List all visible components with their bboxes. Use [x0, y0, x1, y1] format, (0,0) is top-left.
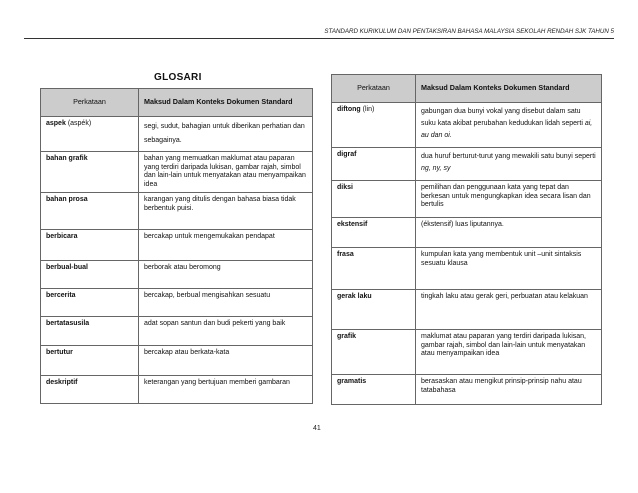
- table-row: [332, 290, 602, 330]
- term-cell: digraf: [332, 148, 416, 181]
- meaning-cell: segi, sudut, bahagian untuk diberikan perhatian dan sebagainya.: [139, 117, 313, 152]
- table-row: [41, 230, 313, 261]
- term-cell: grafik: [332, 330, 416, 375]
- table-row: [41, 152, 313, 193]
- meaning-cell: kumpulan kata yang membentuk unit –unit sintaksis sesuatu klausa: [416, 248, 602, 290]
- table-row: [41, 117, 313, 152]
- meaning-cell: keterangan yang bertujuan memberi gambaran: [139, 376, 313, 404]
- meaning-cell: bercakap, berbual mengisahkan sesuatu: [139, 289, 313, 317]
- term-cell: diksi: [332, 181, 416, 218]
- column-header-meaning: Maksud Dalam Konteks Dokumen Standard: [416, 75, 602, 103]
- term-cell: gramatis: [332, 375, 416, 405]
- table-row: [41, 346, 313, 376]
- table-row: [332, 103, 602, 148]
- table-row: [41, 317, 313, 346]
- running-header: STANDARD KURIKULUM DAN PENTAKSIRAN BAHASA MALAYSIA SEKOLAH RENDAH SJK TAHUN 5: [324, 28, 614, 35]
- table-row: [41, 289, 313, 317]
- column-header-meaning: Maksud Dalam Konteks Dokumen Standard: [139, 89, 313, 117]
- meaning-cell: dua huruf berturut-turut yang mewakili satu bunyi seperti ng, ny, sy: [416, 148, 602, 181]
- table-row: [332, 181, 602, 218]
- table-row: [332, 330, 602, 375]
- column-header-term: Perkataan: [332, 75, 416, 103]
- meaning-cell: maklumat atau paparan yang terdiri daripada lukisan, gambar rajah, simbol dan lain-lain untuk menyatakan atau menyampaikan idea: [416, 330, 602, 375]
- table-row: [41, 193, 313, 230]
- meaning-cell: berborak atau beromong: [139, 261, 313, 289]
- header-rule: [24, 38, 614, 39]
- term-cell: frasa: [332, 248, 416, 290]
- term-cell: bertutur: [41, 346, 139, 376]
- meaning-cell: berasaskan atau mengikut prinsip-prinsip nahu atau tatabahasa: [416, 375, 602, 405]
- page-number: 41: [313, 425, 321, 432]
- table-row: [332, 148, 602, 181]
- table-row: [332, 218, 602, 248]
- term-cell: berbicara: [41, 230, 139, 261]
- term-cell: bahan prosa: [41, 193, 139, 230]
- term-cell: berbual-bual: [41, 261, 139, 289]
- meaning-cell: karangan yang ditulis dengan bahasa biasa tidak berbentuk puisi.: [139, 193, 313, 230]
- term-cell: deskriptif: [41, 376, 139, 404]
- column-header-term: Perkataan: [41, 89, 139, 117]
- meaning-cell: pemilihan dan penggunaan kata yang tepat dan berkesan untuk mengungkapkan idea secara lisan dan bertulis: [416, 181, 602, 218]
- meaning-cell: bahan yang memuatkan maklumat atau paparan yang terdiri daripada lukisan, gambar rajah, simbol dan lain-lain untuk menyatakan atau menyampaikan idea: [139, 152, 313, 193]
- meaning-cell: bercakap atau berkata-kata: [139, 346, 313, 376]
- meaning-cell: gabungan dua bunyi vokal yang disebut dalam satu suku kata akibat perubahan kedudukan lidah seperti ai, au dan oi.: [416, 103, 602, 148]
- glossary-table-right: [331, 74, 602, 405]
- term-cell: diftong (lin): [332, 103, 416, 148]
- glossary-table-left: [40, 88, 313, 404]
- meaning-cell: bercakap untuk mengemukakan pendapat: [139, 230, 313, 261]
- term-cell: ekstensif: [332, 218, 416, 248]
- term-cell: bercerita: [41, 289, 139, 317]
- meaning-cell: adat sopan santun dan budi pekerti yang baik: [139, 317, 313, 346]
- table-row: [332, 248, 602, 290]
- term-cell: aspek (aspék): [41, 117, 139, 152]
- table-row: [41, 376, 313, 404]
- term-cell: bahan grafik: [41, 152, 139, 193]
- meaning-cell: (ékstensif) luas liputannya.: [416, 218, 602, 248]
- term-cell: bertatasusila: [41, 317, 139, 346]
- meaning-cell: tingkah laku atau gerak geri, perbuatan atau kelakuan: [416, 290, 602, 330]
- table-row: [41, 261, 313, 289]
- glossary-title: GLOSARI: [154, 72, 202, 83]
- term-cell: gerak laku: [332, 290, 416, 330]
- table-row: [332, 375, 602, 405]
